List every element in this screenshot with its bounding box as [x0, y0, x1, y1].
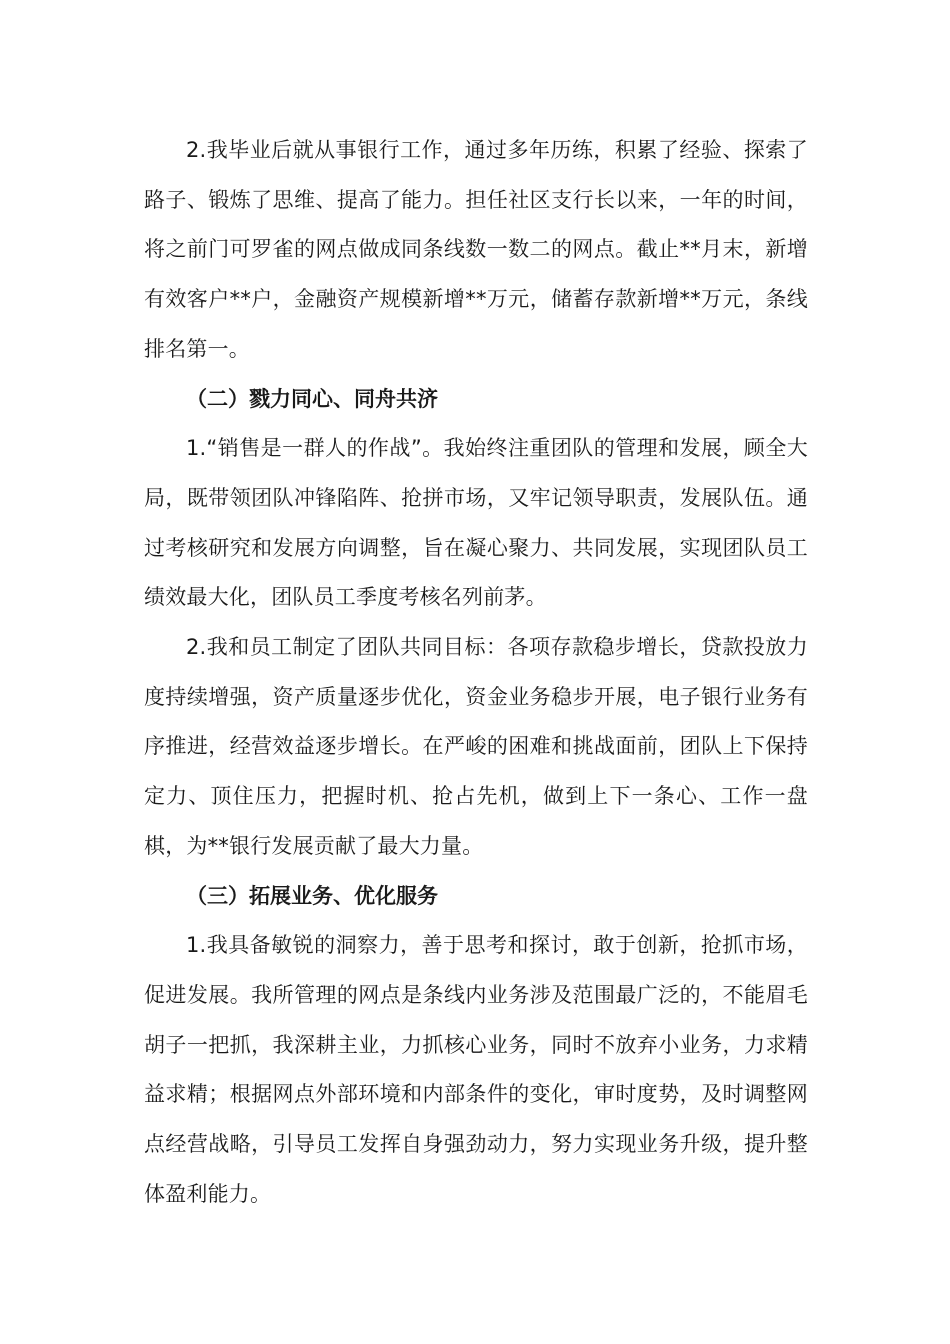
- section-heading-business-expansion: （三）拓展业务、优化服务: [186, 883, 438, 908]
- document-body: [144, 126, 808, 1219]
- paragraph-team-management: 1.“销售是一群人的作战”。我始终注重团队的管理和发展，顾全大局，既带领团队冲锋陷阵、抢拼市场，又牢记领导职责，发展队伍。通过考核研究和发展方向调整，旨在凝心聚力、共同发展，实现团队员工绩效最大化，团队员工季度考核名列前茅。: [144, 436, 808, 610]
- paragraph-team-goals: 2.我和员工制定了团队共同目标：各项存款稳步增长，贷款投放力度持续增强，资产质量逐步优化，资金业务稳步开展，电子银行业务有序推进，经营效益逐步增长。在严峻的困难和挑战面前，团队上下保持定力、顶住压力，把握时机、抢占先机，做到上下一条心、工作一盘棋，为**银行发展贡献了最大力量。: [144, 635, 808, 858]
- section-heading-teamwork: （二）戮力同心、同舟共济: [186, 386, 438, 411]
- paragraph-business-strategy: 1.我具备敏锐的洞察力，善于思考和探讨，敢于创新，抢抓市场，促进发展。我所管理的网点是条线内业务涉及范围最广泛的，不能眉毛胡子一把抓，我深耕主业，力抓核心业务，同时不放弃小业务，力求精益求精；根据网点外部环境和内部条件的变化，审时度势，及时调整网点经营战略，引导员工发挥自身强劲动力，努力实现业务升级，提升整体盈利能力。: [144, 933, 808, 1206]
- paragraph-career-experience: 2.我毕业后就从事银行工作，通过多年历练，积累了经验、探索了路子、锻炼了思维、提高了能力。担任社区支行长以来，一年的时间，将之前门可罗雀的网点做成同条线数一数二的网点。截止**月末，新增有效客户**户，金融资产规模新增**万元，储蓄存款新增**万元，条线排名第一。: [144, 138, 808, 361]
